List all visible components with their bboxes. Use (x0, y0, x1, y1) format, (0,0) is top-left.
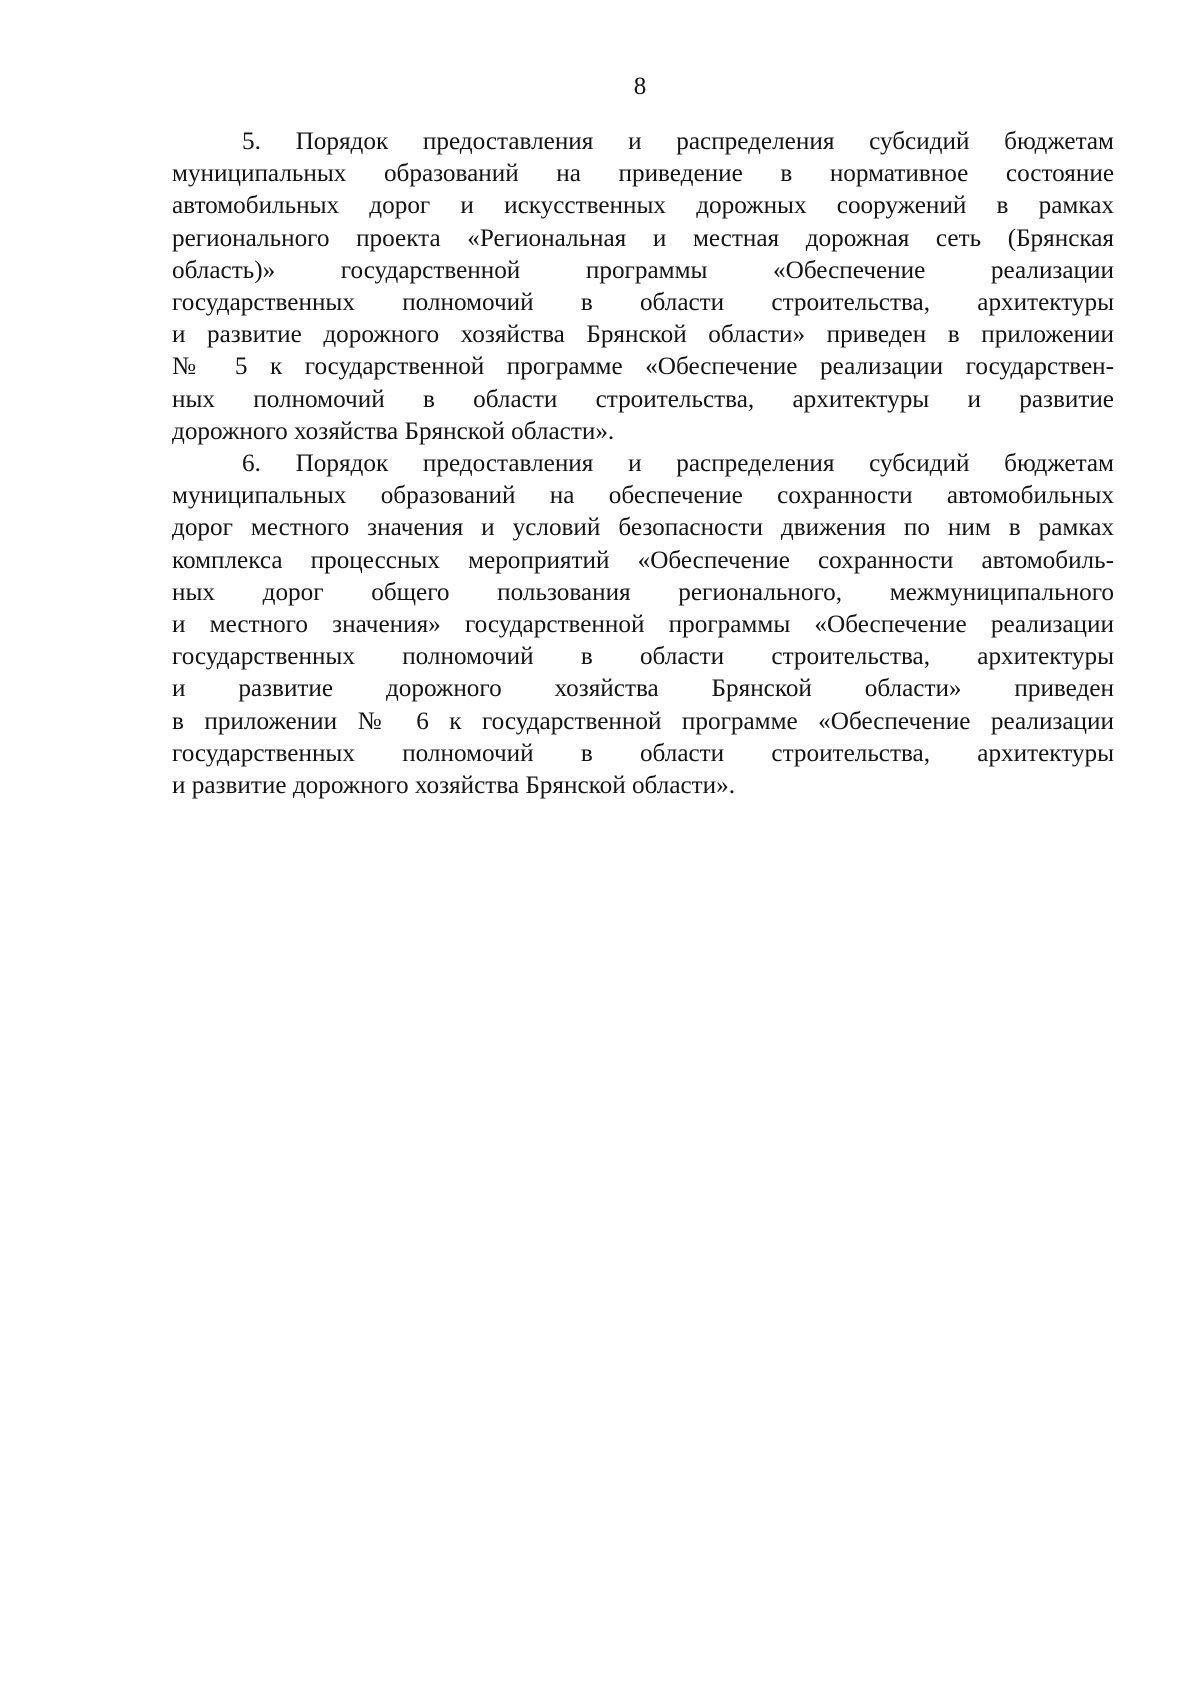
text-line: государственных полномочий в области строительства, архитектуры (172, 289, 1114, 317)
page-number: 8 (633, 73, 647, 100)
text-line: комплекса процессных мероприятий «Обеспечение сохранности автомобиль- (172, 546, 1114, 574)
text-line: и развитие дорожного хозяйства Брянской области» приведен (172, 675, 1114, 703)
text-line: муниципальных образований на приведение в нормативное состояние (172, 160, 1114, 188)
text-line: муниципальных образований на обеспечение сохранности автомобильных (172, 482, 1114, 510)
text-line: и местного значения» государственной программы «Обеспечение реализации (172, 611, 1114, 639)
text-line: 5. Порядок предоставления и распределения субсидий бюджетам (242, 128, 1114, 155)
text-line: ных дорог общего пользования регионального, межмуниципального (172, 578, 1114, 606)
text-line: ных полномочий в области строительства, архитектуры и развитие (172, 385, 1114, 413)
text-line: дорожного хозяйства Брянской области». (172, 417, 615, 445)
text-line: государственных полномочий в области строительства, архитектуры (172, 643, 1114, 671)
paragraph-6 (172, 448, 1114, 802)
text-line: и развитие дорожного хозяйства Брянской области». (172, 772, 736, 800)
text-line: в приложении № 6 к государственной программе «Обеспечение реализации (172, 707, 1114, 735)
text-line: 6. Порядок предоставления и распределения субсидий бюджетам (242, 450, 1114, 478)
text-line: регионального проекта «Региональная и местная дорожная сеть (Брянская (172, 224, 1114, 252)
text-line: государственных полномочий в области строительства, архитектуры (172, 739, 1114, 767)
text-line: дорог местного значения и условий безопасности движения по ним в рамках (172, 514, 1114, 542)
text-line: № 5 к государственной программе «Обеспечение реализации государствен- (172, 353, 1114, 381)
document-body (172, 126, 1114, 802)
text-line: и развитие дорожного хозяйства Брянской области» приведен в приложении (172, 321, 1114, 349)
paragraph-5 (172, 126, 1114, 448)
text-line: автомобильных дорог и искусственных дорожных сооружений в рамках (172, 192, 1114, 220)
text-line: область)» государственной программы «Обеспечение реализации (172, 256, 1114, 284)
